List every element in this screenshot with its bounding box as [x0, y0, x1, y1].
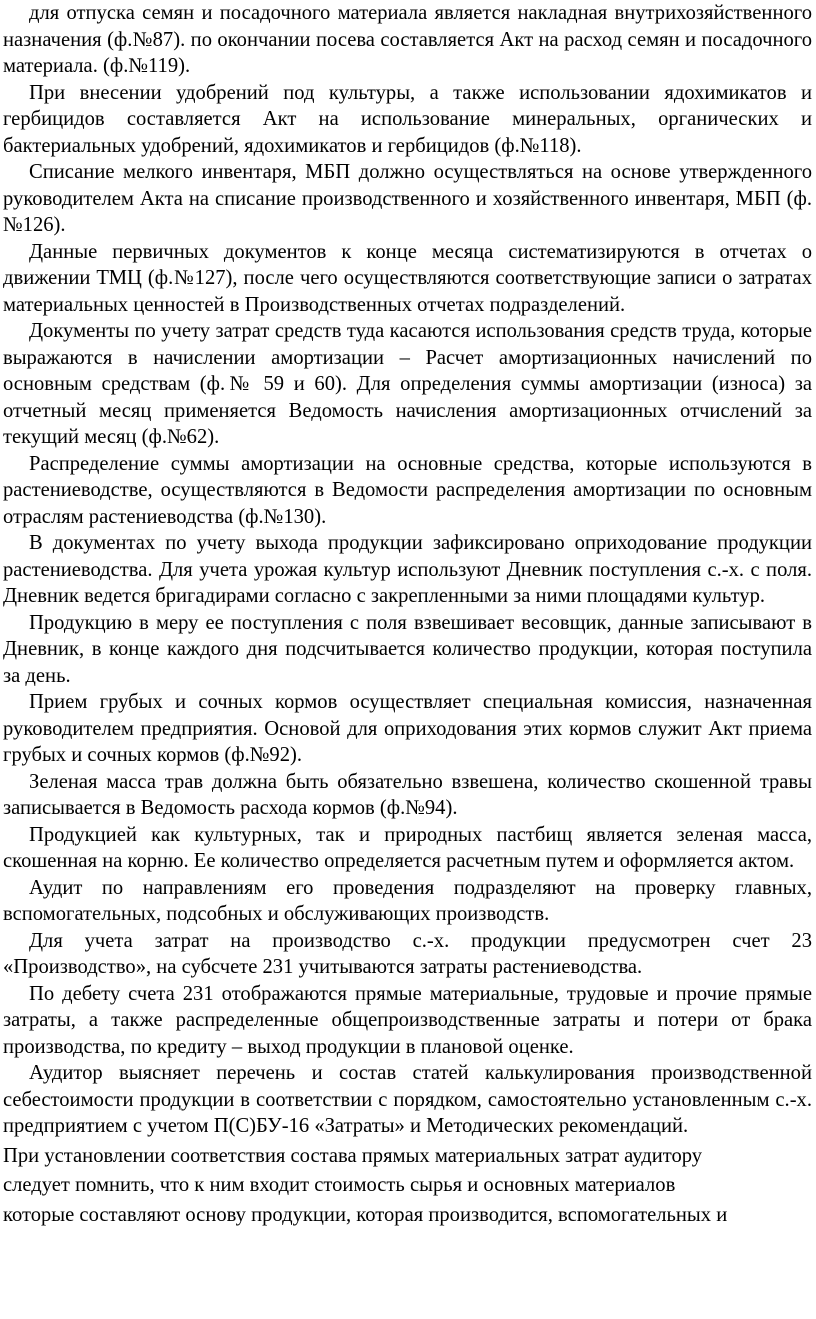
paragraph: Зеленая масса трав должна быть обязательно взвешена, количество скошенной травы записывается в Ведомость расхода кормов (ф.№94). [3, 770, 812, 819]
paragraph: Списание мелкого инвентаря, МБП должно осуществляться на основе утвержденного руководителем Акта на списание производственного и хозяйственного инвентаря, МБП (ф.№126). [3, 161, 812, 236]
paragraph: Документы по учету затрат средств туда касаются использования средств труда, которые выражаются в начислении амортизации – Расчет амортизационных начислений по основным средствам (ф.№ 59 и 60). Для определения суммы амортизации (износа) за отчетный месяц применяется Ведомость начисления амортизационных отчислений за текущий месяц (ф.№62). [3, 320, 812, 448]
paragraph: для отпуска семян и посадочного материала является накладная внутрихозяйственного назначения (ф.№87). по окончании посева составляется Акт на расход семян и посадочного материала. (ф.№119). [3, 2, 812, 77]
paragraph: Прием грубых и сочных кормов осуществляет специальная комиссия, назначенная руководителем предприятия. Основой для оприходования этих кормов служит Акт приема грубых и сочных кормов (ф.№92). [3, 691, 812, 766]
paragraph: Распределение суммы амортизации на основные средства, которые используются в растениеводстве, осуществляются в Ведомости распределения амортизации по основным отраслям растениеводства (ф.№130). [3, 452, 812, 528]
paragraph: Аудит по направлениям его проведения подразделяют на проверку главных, вспомогательных, подсобных и обслуживающих производств. [3, 876, 812, 925]
paragraph: Данные первичных документов к конце месяца систематизируются в отчетах о движении ТМЦ (ф.№127), после чего осуществляются соответствующие записи о затратах материальных ценностей в Производственных отчетах подразделений. [3, 240, 812, 316]
paragraph: В документах по учету выхода продукции зафиксировано оприходование продукции растениеводства. Для учета урожая культур используют Дневник поступления с.-х. с поля. Дневник ведется бригадирами согласно с закрепленными за ними площадями культур. [3, 532, 812, 607]
paragraph: По дебету счета 231 отображаются прямые материальные, трудовые и прочие прямые затраты, а также распределенные общепроизводственные затраты и потери от брака производства, по кредиту – выход продукции в плановой оценке. [3, 982, 812, 1058]
paragraph: При внесении удобрений под культуры, а также использовании ядохимикатов и гербицидов составляется Акт на использование минеральных, органических и бактериальных удобрений, ядохимикатов и гербицидов (ф.№118). [3, 81, 812, 157]
text-line: которые составляют основу продукции, которая производится, вспомогательных и [3, 1203, 728, 1226]
paragraph: Продукцией как культурных, так и природных пастбищ является зеленая масса, скошенная на корню. Ее количество определяется расчетным путем и оформляется актом. [3, 823, 812, 872]
text-line: следует помнить, что к ним входит стоимость сырья и основных материалов [3, 1174, 676, 1196]
text-line: При установлении соответствия состава прямых материальных затрат аудитору [3, 1144, 703, 1167]
unjustified-paragraph [3, 1142, 812, 1231]
paragraph: Аудитор выясняет перечень и состав статей калькулирования производственной себестоимости продукции в соответствии с порядком, самостоятельно установленным с.-х. предприятием с учетом П(С)БУ-16 «Затраты» и Методических рекомендаций. [3, 1062, 812, 1137]
paragraph: Для учета затрат на производство с.-х. продукции предусмотрен счет 23 «Производство», на субсчете 231 учитываются затраты растениеводства. [3, 929, 812, 978]
paragraph: Продукцию в меру ее поступления с поля взвешивает весовщик, данные записывают в Дневник, в конце каждого дня подсчитывается количество продукции, которая поступила за день. [3, 611, 812, 687]
